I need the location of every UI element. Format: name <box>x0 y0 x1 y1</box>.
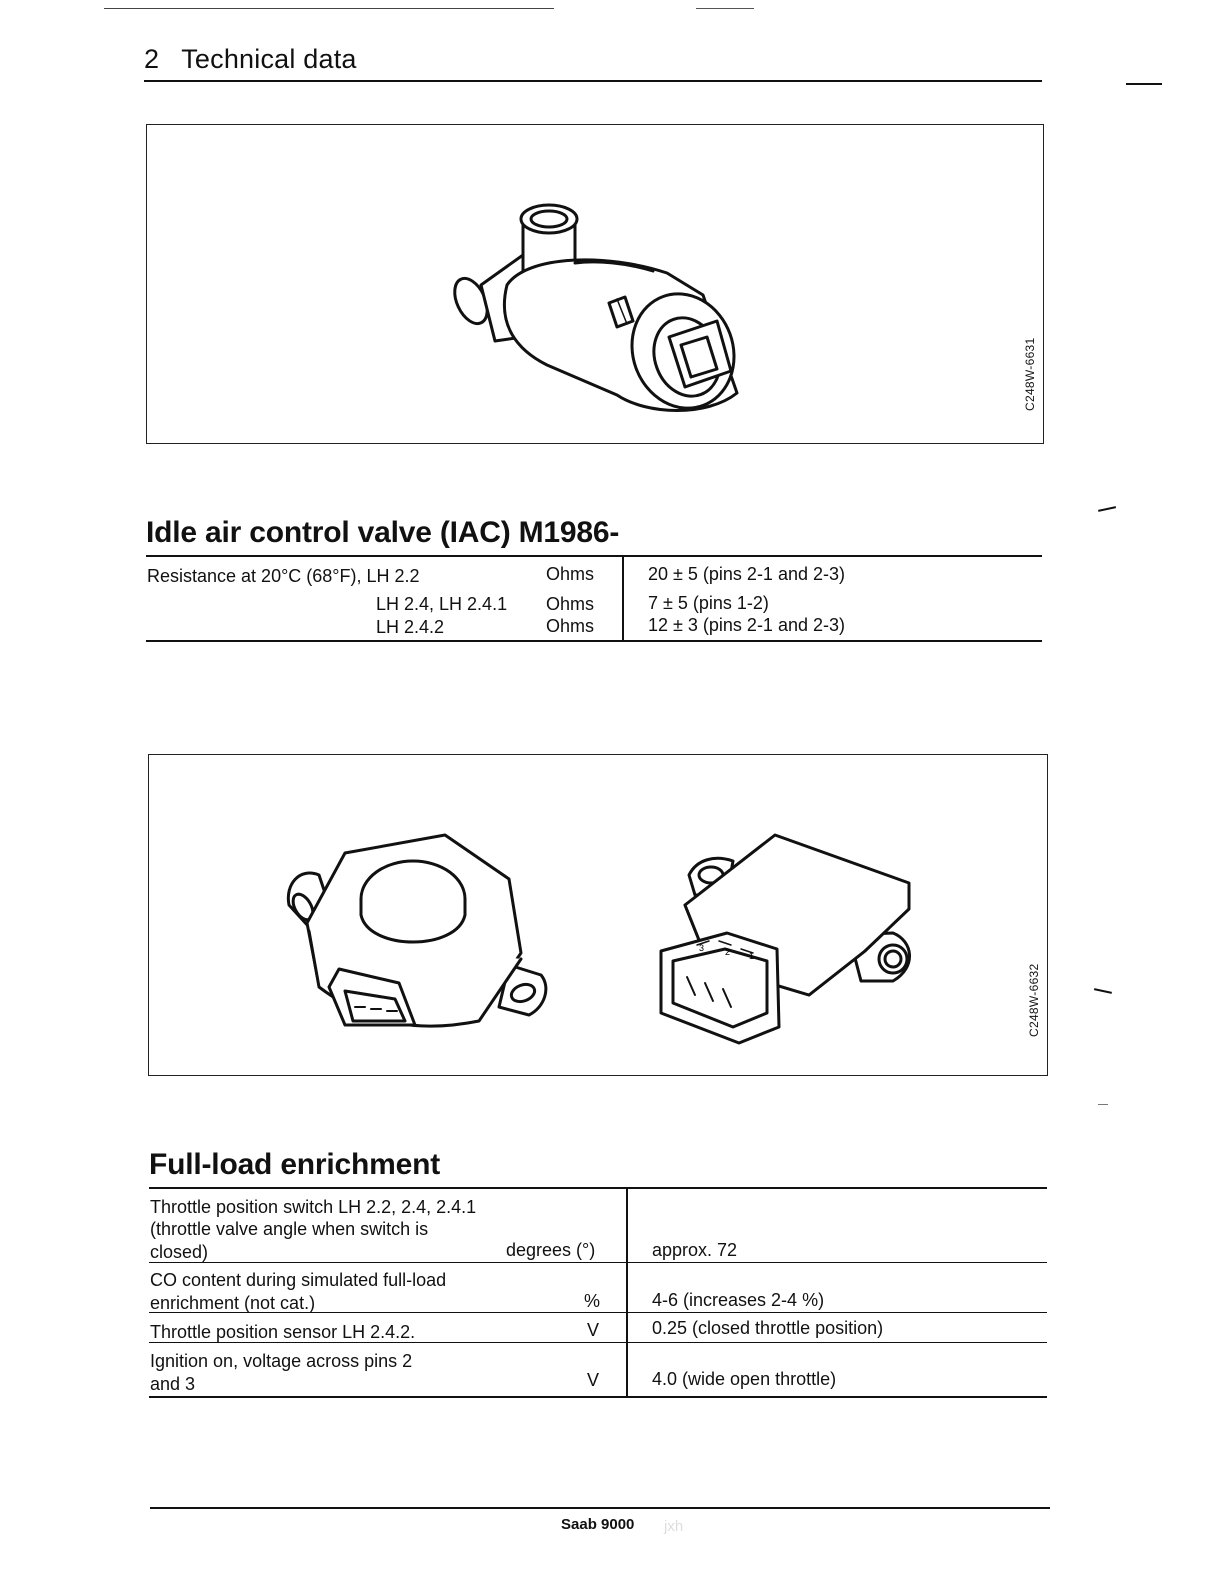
table-row-label: Throttle position switch LH 2.2, 2.4, 2.4.1 <box>150 1197 477 1217</box>
section-number: 2 <box>144 44 160 74</box>
table-row-label: (throttle valve angle when switch is <box>150 1219 429 1239</box>
figure-code: C248W-6632 <box>1027 963 1041 1037</box>
table-row-unit: V <box>587 1320 600 1340</box>
table-row-label: LH 2.4, LH 2.4.1 <box>376 594 508 614</box>
table-row-unit: degrees (°) <box>506 1240 596 1260</box>
table-row-label: Throttle position sensor LH 2.4.2. <box>150 1322 416 1342</box>
section-title-iac: Idle air control valve (IAC) M1986- <box>146 516 620 549</box>
table-row-label: enrichment (not cat.) <box>150 1293 316 1313</box>
fullload-top-rule <box>149 1187 1047 1189</box>
figure-throttle-switch <box>148 754 1048 1076</box>
table-row-unit: % <box>584 1291 601 1311</box>
page-header <box>144 44 357 75</box>
table-row-label: and 3 <box>150 1374 196 1394</box>
table-row-value: 7 ± 5 (pins 1-2) <box>648 593 769 613</box>
fullload-bottom-rule <box>149 1396 1047 1398</box>
page-title: Technical data <box>181 44 357 74</box>
table-row-value: 20 ± 5 (pins 2-1 and 2-3) <box>648 564 845 584</box>
top-scan-line-short <box>696 8 754 9</box>
table-row-label: LH 2.4.2 <box>376 617 445 637</box>
margin-mark <box>1094 988 1112 993</box>
iac-top-rule <box>146 555 1042 557</box>
table-row-value: 0.25 (closed throttle position) <box>652 1318 884 1338</box>
footer-rule <box>150 1507 1050 1509</box>
table-row-unit: V <box>587 1370 600 1390</box>
throttle-position-switch-drawing <box>149 755 1047 1075</box>
table-row-value: 4.0 (wide open throttle) <box>652 1369 837 1389</box>
footer-mark: jxh <box>664 1518 684 1535</box>
idle-air-control-valve-drawing <box>147 125 1043 443</box>
pin-number: 2 <box>725 947 731 957</box>
pin-number: 1 <box>749 951 755 961</box>
table-row-value: 12 ± 3 (pins 2-1 and 2-3) <box>648 615 845 635</box>
section-title-fullload: Full-load enrichment <box>149 1148 441 1181</box>
table-row-unit: Ohms <box>546 564 595 584</box>
table-row-unit: Ohms <box>546 594 595 614</box>
table-row-label: CO content during simulated full-load <box>150 1270 447 1290</box>
table-row-label: closed) <box>150 1242 209 1262</box>
top-scan-line <box>104 8 554 9</box>
table-row-label: Ignition on, voltage across pins 2 <box>150 1351 413 1371</box>
figure-code: C248W-6631 <box>1023 337 1037 411</box>
margin-mark <box>1126 83 1162 85</box>
margin-mark <box>1098 1104 1108 1105</box>
fullload-row-rule <box>149 1262 1047 1263</box>
margin-mark <box>1098 506 1116 511</box>
table-row-unit: Ohms <box>546 616 595 636</box>
fullload-column-divider <box>626 1188 628 1398</box>
table-row-value: 4-6 (increases 2-4 %) <box>652 1290 825 1310</box>
header-rule <box>144 80 1042 82</box>
pin-number: 3 <box>699 943 705 953</box>
iac-column-divider <box>622 556 624 641</box>
table-row-label: Resistance at 20°C (68°F), LH 2.2 <box>147 566 420 586</box>
figure-iac-valve <box>146 124 1044 444</box>
iac-bottom-rule <box>146 640 1042 642</box>
footer-model: Saab 9000 <box>561 1516 635 1533</box>
table-row-value: approx. 72 <box>652 1240 738 1260</box>
